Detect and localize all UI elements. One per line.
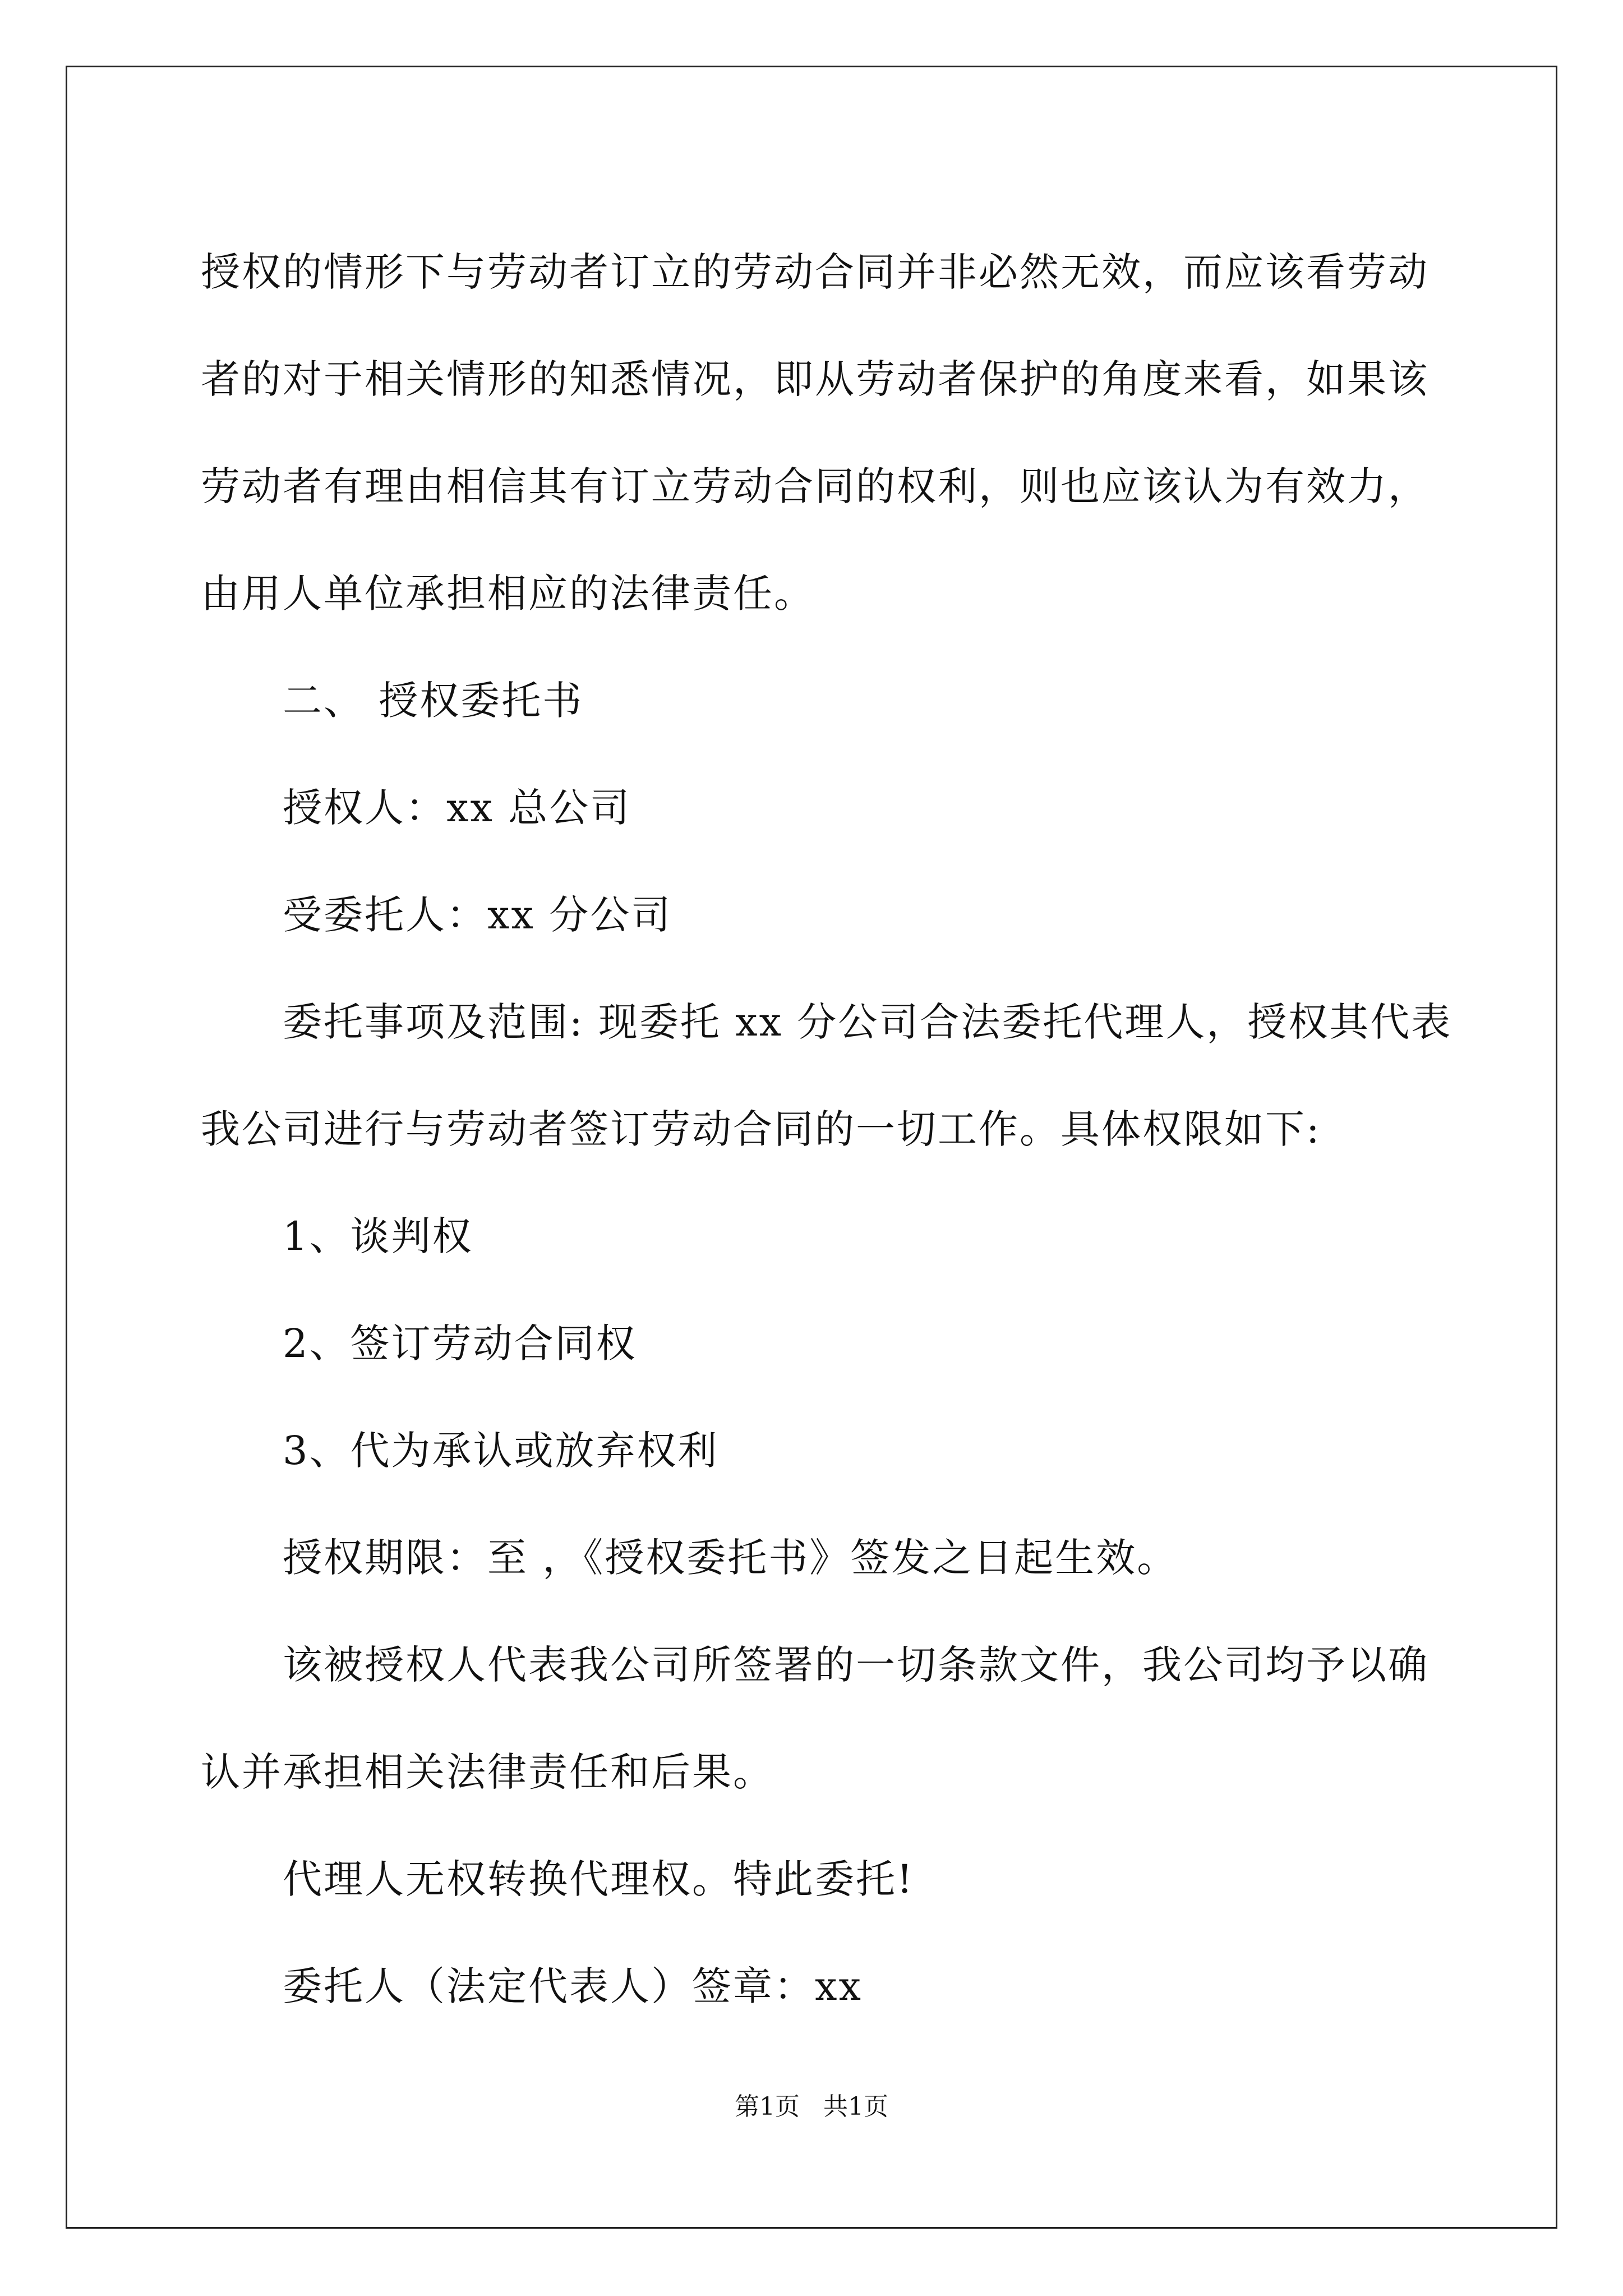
list-item: 3、代为承认或放弃权利	[283, 1428, 719, 1474]
confirmation-line: 该被授权人代表我公司所签署的一切条款文件，我公司均予以确	[283, 1642, 1429, 1688]
grantee-line: 受委托人：xx 分公司	[283, 892, 672, 938]
section-heading: 二、 授权委托书	[283, 678, 584, 724]
confirmation-line-continued: 认并承担相关法律责任和后果。	[201, 1749, 774, 1795]
paragraph-line: 者的对于相关情形的知悉情况，即从劳动者保护的角度来看，如果该	[201, 356, 1429, 402]
scope-line-continued: 我公司进行与劳动者签订劳动合同的一切工作。具体权限如下:	[201, 1106, 1321, 1152]
document-body	[201, 219, 1453, 2040]
signature-line: 委托人（法定代表人）签章：xx	[283, 1963, 863, 2009]
page-footer: 第1页 共1页	[735, 2092, 888, 2121]
list-item: 1、谈判权	[283, 1213, 473, 1259]
agent-restriction-line: 代理人无权转换代理权。特此委托!	[283, 1856, 915, 1902]
list-item: 2、签订劳动合同权	[283, 1320, 637, 1366]
term-line: 授权期限：至 ，《授权委托书》签发之日起生效。	[283, 1535, 1178, 1581]
paragraph-line: 劳动者有理由相信其有订立劳动合同的权利，则也应该认为有效力，	[201, 463, 1429, 509]
grantor-line: 授权人：xx 总公司	[283, 785, 631, 831]
paragraph-line: 由用人单位承担相应的法律责任。	[201, 570, 815, 616]
scope-line: 委托事项及范围: 现委托 xx 分公司合法委托代理人，授权其代表	[283, 999, 1453, 1045]
paragraph-line: 授权的情形下与劳动者订立的劳动合同并非必然无效，而应该看劳动	[201, 249, 1429, 295]
